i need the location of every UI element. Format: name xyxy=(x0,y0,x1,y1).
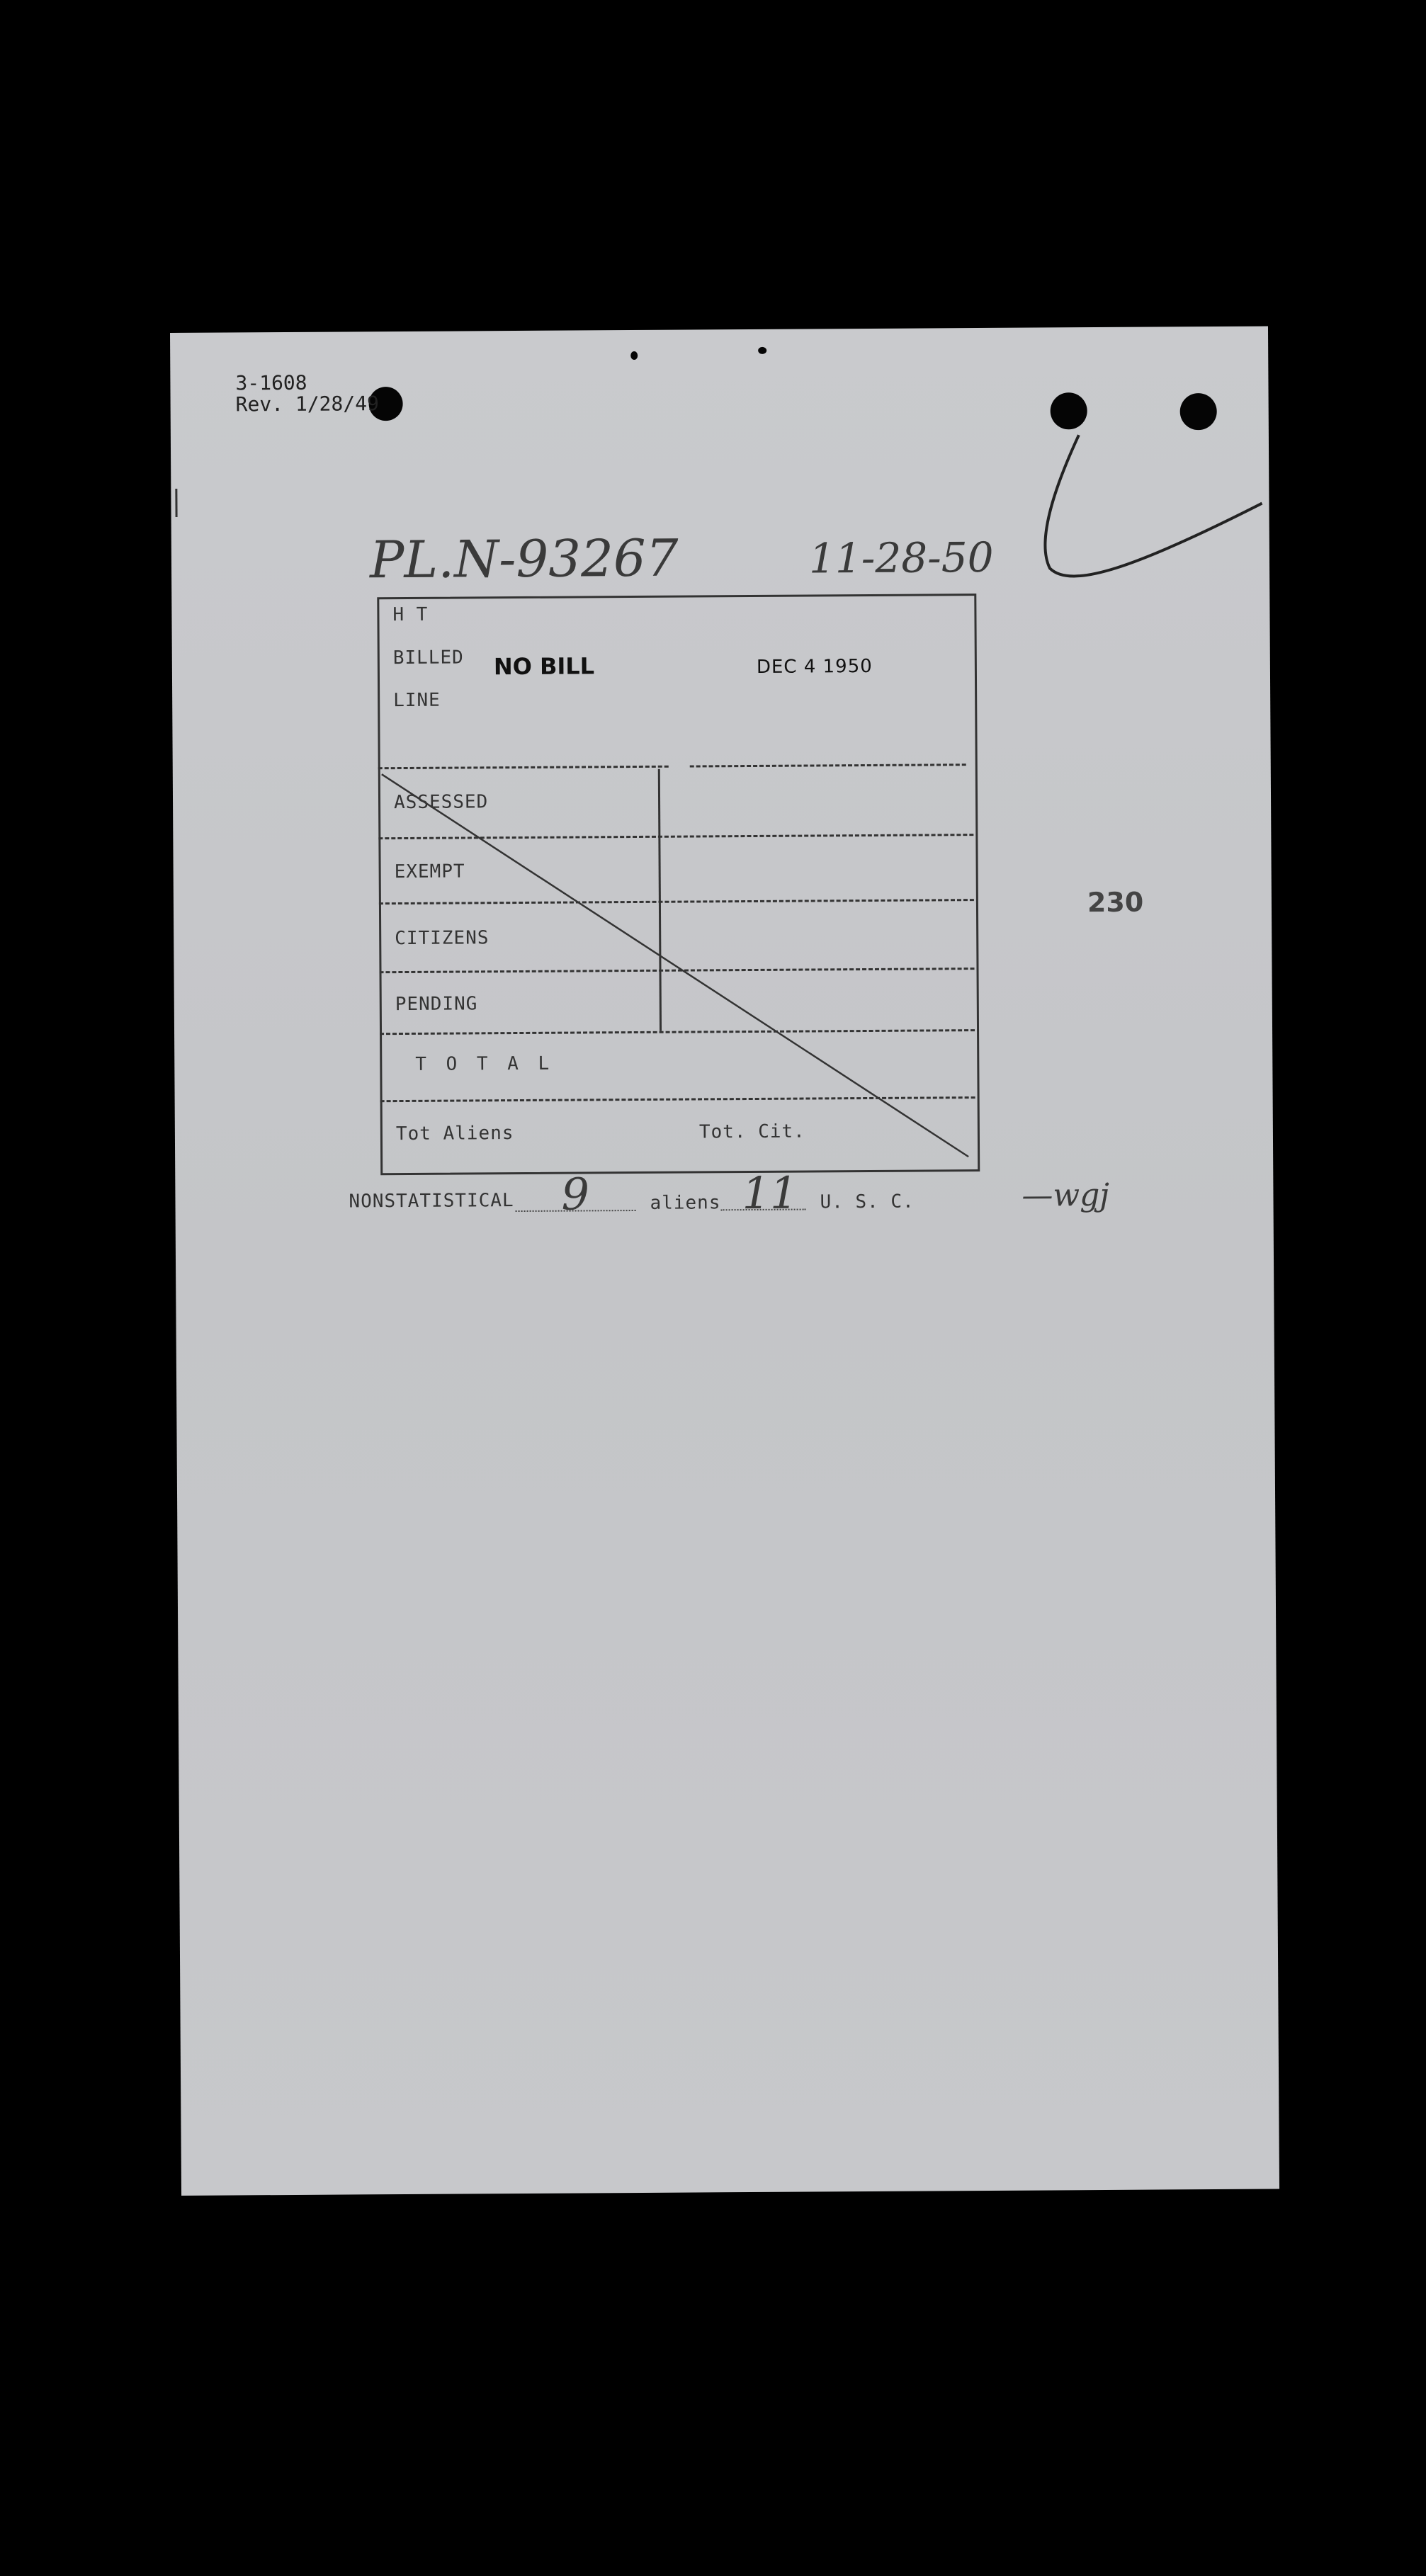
label-usc: U. S. C. xyxy=(820,1191,915,1213)
pen-stroke xyxy=(1028,426,1270,604)
punch-hole xyxy=(1180,393,1217,430)
manifest-card xyxy=(170,327,1279,2196)
punch-hole xyxy=(1051,392,1087,429)
cancel-line xyxy=(378,767,975,1167)
row-label-exempt: EXEMPT xyxy=(394,861,465,883)
handwritten-initials: —wgj xyxy=(1022,1176,1110,1214)
page-number: 230 xyxy=(1087,886,1144,919)
speck xyxy=(758,347,766,354)
aliens-count: 9 xyxy=(561,1168,590,1220)
label-aliens: aliens xyxy=(650,1192,721,1214)
row-label-assessed: ASSESSED xyxy=(393,791,489,814)
label-nonstatistical: NONSTATISTICAL xyxy=(349,1190,514,1213)
handwritten-date: 11-28-50 xyxy=(808,533,994,583)
edge-mark xyxy=(175,489,177,517)
stamp-no-bill: NO BILL xyxy=(493,652,595,681)
row-label-total: T O T A L xyxy=(415,1052,554,1075)
form-number: 3-1608 xyxy=(235,370,307,395)
stamp-date: DEC 4 1950 xyxy=(756,655,873,678)
usc-count: 11 xyxy=(742,1167,798,1220)
form-revision: Rev. 1/28/49 xyxy=(235,392,380,416)
label-tot-aliens: Tot Aliens xyxy=(395,1123,514,1145)
ship-reference: PL.N-93267 xyxy=(369,528,679,590)
label-ht: H T xyxy=(392,603,429,626)
label-line: LINE xyxy=(393,689,441,712)
label-billed: BILLED xyxy=(392,647,464,669)
speck xyxy=(630,351,638,360)
row-label-pending: PENDING xyxy=(395,993,478,1016)
label-tot-cit: Tot. Cit. xyxy=(698,1120,805,1143)
row-label-citizens: CITIZENS xyxy=(395,927,490,950)
